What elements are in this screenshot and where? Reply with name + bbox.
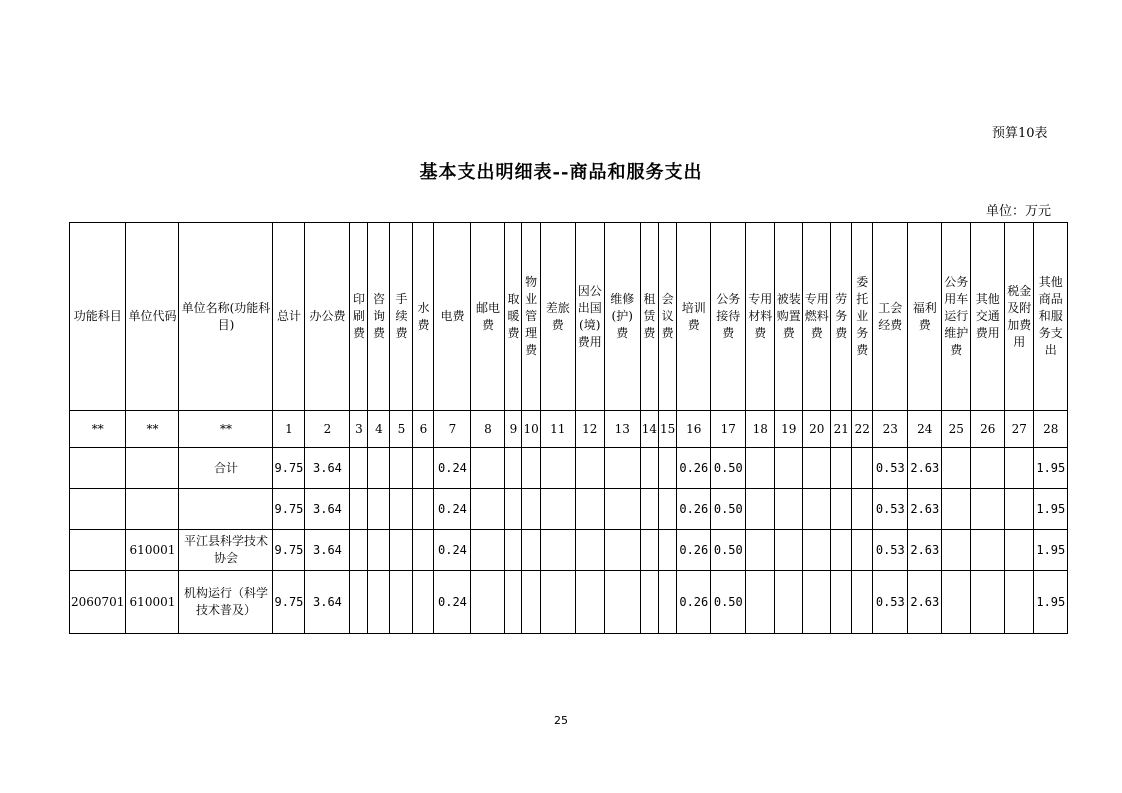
table-cell xyxy=(413,530,434,571)
table-cell xyxy=(413,489,434,530)
table-cell xyxy=(390,489,413,530)
column-number-cell: 5 xyxy=(390,411,413,448)
table-cell xyxy=(971,571,1005,634)
column-number-cell: 18 xyxy=(746,411,775,448)
header-cell: 单位名称(功能科目) xyxy=(179,223,273,411)
table-cell xyxy=(471,530,505,571)
table-cell xyxy=(775,489,803,530)
table-cell xyxy=(1005,571,1034,634)
table-cell xyxy=(505,489,522,530)
table-cell: 1.95 xyxy=(1034,530,1068,571)
table-cell: 0.50 xyxy=(711,571,746,634)
column-number-cell: 1 xyxy=(273,411,305,448)
document-label: 预算10表 xyxy=(992,126,1048,141)
table-cell: 0.50 xyxy=(711,489,746,530)
table-cell: 9.75 xyxy=(273,530,305,571)
column-number-cell: 27 xyxy=(1005,411,1034,448)
header-cell: 被装购置费 xyxy=(775,223,803,411)
table-cell xyxy=(471,489,505,530)
table-cell xyxy=(350,448,368,489)
column-number-cell: ** xyxy=(70,411,126,448)
table-cell: 0.53 xyxy=(873,571,908,634)
table-cell: 9.75 xyxy=(273,448,305,489)
table-cell xyxy=(575,489,604,530)
table-cell xyxy=(522,489,540,530)
expenditure-table xyxy=(69,222,1068,634)
column-number-cell: 16 xyxy=(677,411,711,448)
table-cell xyxy=(803,489,831,530)
table-cell xyxy=(522,448,540,489)
table-cell xyxy=(971,489,1005,530)
column-number-cell: 26 xyxy=(971,411,1005,448)
table-cell: 0.24 xyxy=(434,571,471,634)
table-cell xyxy=(942,489,971,530)
header-cell: 培训费 xyxy=(677,223,711,411)
header-cell: 专用材料费 xyxy=(746,223,775,411)
header-cell: 公务用车运行维护费 xyxy=(942,223,971,411)
table-row xyxy=(70,489,1068,530)
header-cell: 其他商品和服务支出 xyxy=(1034,223,1068,411)
header-cell: 手续费 xyxy=(390,223,413,411)
table-cell xyxy=(540,448,575,489)
table-cell xyxy=(746,530,775,571)
table-cell xyxy=(471,448,505,489)
header-cell: 总计 xyxy=(273,223,305,411)
table-cell xyxy=(70,448,126,489)
header-cell: 取暖费 xyxy=(505,223,522,411)
column-number-cell: 22 xyxy=(852,411,873,448)
header-cell: 福利费 xyxy=(908,223,942,411)
table-cell xyxy=(368,530,390,571)
table-cell xyxy=(659,448,677,489)
table-cell xyxy=(746,448,775,489)
table-cell xyxy=(942,448,971,489)
table-cell xyxy=(775,448,803,489)
table-cell: 0.24 xyxy=(434,489,471,530)
header-cell: 维修(护)费 xyxy=(604,223,640,411)
table-cell xyxy=(852,489,873,530)
table-cell xyxy=(522,571,540,634)
table-cell: 2060701 xyxy=(70,571,126,634)
table-cell xyxy=(575,530,604,571)
table-cell xyxy=(368,489,390,530)
header-cell: 专用燃料费 xyxy=(803,223,831,411)
table-cell xyxy=(831,530,852,571)
table-cell xyxy=(746,571,775,634)
table-cell xyxy=(659,489,677,530)
table-cell xyxy=(803,530,831,571)
table-cell xyxy=(390,530,413,571)
table-cell: 0.53 xyxy=(873,489,908,530)
table-cell xyxy=(604,571,640,634)
table-cell xyxy=(640,448,658,489)
column-number-cell: 2 xyxy=(305,411,350,448)
header-cell: 会议费 xyxy=(659,223,677,411)
table-cell: 合计 xyxy=(179,448,273,489)
table-cell: 0.26 xyxy=(677,530,711,571)
column-number-cell: 11 xyxy=(540,411,575,448)
table-cell xyxy=(852,448,873,489)
header-cell: 电费 xyxy=(434,223,471,411)
table-cell xyxy=(540,530,575,571)
table-cell: 0.26 xyxy=(677,448,711,489)
table-cell xyxy=(522,530,540,571)
header-cell: 公务接待费 xyxy=(711,223,746,411)
table-cell xyxy=(1005,448,1034,489)
table-cell xyxy=(775,571,803,634)
table-cell xyxy=(390,571,413,634)
table-cell xyxy=(368,571,390,634)
table-cell: 3.64 xyxy=(305,530,350,571)
column-number-cell: 9 xyxy=(505,411,522,448)
table-cell xyxy=(604,489,640,530)
table-cell xyxy=(831,571,852,634)
table-cell xyxy=(942,571,971,634)
column-number-cell: 3 xyxy=(350,411,368,448)
table-cell: 0.24 xyxy=(434,530,471,571)
table-cell xyxy=(126,489,179,530)
header-cell: 租赁费 xyxy=(640,223,658,411)
table-cell xyxy=(126,448,179,489)
table-cell: 2.63 xyxy=(908,489,942,530)
column-number-cell: ** xyxy=(126,411,179,448)
table-cell xyxy=(640,530,658,571)
table-cell: 610001 xyxy=(126,571,179,634)
table-cell xyxy=(640,571,658,634)
header-cell: 办公费 xyxy=(305,223,350,411)
header-cell: 税金及附加费用 xyxy=(1005,223,1034,411)
table-cell xyxy=(1005,489,1034,530)
table-cell: 3.64 xyxy=(305,448,350,489)
table-cell xyxy=(368,448,390,489)
table-cell xyxy=(831,489,852,530)
unit-label: 单位：万元 xyxy=(986,204,1052,219)
column-number-cell: 7 xyxy=(434,411,471,448)
table-cell: 2.63 xyxy=(908,448,942,489)
column-number-cell: 4 xyxy=(368,411,390,448)
table-cell: 0.26 xyxy=(677,489,711,530)
table-cell xyxy=(540,571,575,634)
header-cell: 咨询费 xyxy=(368,223,390,411)
table-cell xyxy=(852,571,873,634)
table-cell xyxy=(640,489,658,530)
table-cell xyxy=(852,530,873,571)
column-number-cell: 28 xyxy=(1034,411,1068,448)
header-cell: 功能科目 xyxy=(70,223,126,411)
table-cell: 0.53 xyxy=(873,448,908,489)
table-cell xyxy=(350,489,368,530)
table-cell: 1.95 xyxy=(1034,448,1068,489)
table-cell xyxy=(1005,530,1034,571)
table-cell xyxy=(350,530,368,571)
header-cell: 工会经费 xyxy=(873,223,908,411)
table-cell xyxy=(803,448,831,489)
header-cell: 劳务费 xyxy=(831,223,852,411)
header-cell: 委托业务费 xyxy=(852,223,873,411)
header-row xyxy=(70,223,1068,411)
table-cell: 0.50 xyxy=(711,530,746,571)
column-number-cell: 15 xyxy=(659,411,677,448)
table-cell xyxy=(942,530,971,571)
column-number-cell: 24 xyxy=(908,411,942,448)
table-cell xyxy=(505,530,522,571)
table-cell xyxy=(604,448,640,489)
table-cell: 3.64 xyxy=(305,489,350,530)
header-cell: 其他交通费用 xyxy=(971,223,1005,411)
column-number-cell: ** xyxy=(179,411,273,448)
header-cell: 物业管理费 xyxy=(522,223,540,411)
table-cell xyxy=(505,448,522,489)
page-title: 基本支出明细表--商品和服务支出 xyxy=(419,162,703,183)
table-row xyxy=(70,448,1068,489)
column-number-cell: 23 xyxy=(873,411,908,448)
table-cell xyxy=(775,530,803,571)
table-cell xyxy=(971,448,1005,489)
table-cell: 0.26 xyxy=(677,571,711,634)
table-cell: 1.95 xyxy=(1034,571,1068,634)
table-cell: 9.75 xyxy=(273,571,305,634)
header-cell: 差旅费 xyxy=(540,223,575,411)
column-number-cell: 21 xyxy=(831,411,852,448)
table-cell xyxy=(350,571,368,634)
table-cell: 0.50 xyxy=(711,448,746,489)
table-row xyxy=(70,571,1068,634)
table-cell: 2.63 xyxy=(908,571,942,634)
table-cell: 610001 xyxy=(126,530,179,571)
table-cell xyxy=(575,448,604,489)
table-cell xyxy=(803,571,831,634)
table-cell xyxy=(70,530,126,571)
header-cell: 水费 xyxy=(413,223,434,411)
column-number-cell: 12 xyxy=(575,411,604,448)
table-cell xyxy=(413,448,434,489)
table-row xyxy=(70,530,1068,571)
column-number-cell: 8 xyxy=(471,411,505,448)
table-cell xyxy=(575,571,604,634)
column-number-cell: 6 xyxy=(413,411,434,448)
column-number-cell: 13 xyxy=(604,411,640,448)
column-number-cell: 20 xyxy=(803,411,831,448)
table-cell: 2.63 xyxy=(908,530,942,571)
header-cell: 单位代码 xyxy=(126,223,179,411)
table-cell xyxy=(390,448,413,489)
column-number-cell: 17 xyxy=(711,411,746,448)
header-cell: 邮电费 xyxy=(471,223,505,411)
table-cell: 机构运行（科学技术普及） xyxy=(179,571,273,634)
header-cell: 印刷费 xyxy=(350,223,368,411)
column-number-cell: 25 xyxy=(942,411,971,448)
table-cell: 3.64 xyxy=(305,571,350,634)
column-number-cell: 10 xyxy=(522,411,540,448)
table-cell: 9.75 xyxy=(273,489,305,530)
table-cell xyxy=(70,489,126,530)
column-number-cell: 14 xyxy=(640,411,658,448)
table-cell xyxy=(659,530,677,571)
table-cell: 平江县科学技术协会 xyxy=(179,530,273,571)
page-number: 25 xyxy=(554,714,568,727)
table-cell xyxy=(746,489,775,530)
table-cell xyxy=(471,571,505,634)
column-number-row xyxy=(70,411,1068,448)
table-cell xyxy=(505,571,522,634)
header-cell: 因公出国(境)费用 xyxy=(575,223,604,411)
table-cell xyxy=(413,571,434,634)
table-cell xyxy=(971,530,1005,571)
table-cell xyxy=(604,530,640,571)
table-cell: 0.53 xyxy=(873,530,908,571)
table-cell: 0.24 xyxy=(434,448,471,489)
table-cell xyxy=(659,571,677,634)
table-cell xyxy=(831,448,852,489)
table-cell xyxy=(540,489,575,530)
column-number-cell: 19 xyxy=(775,411,803,448)
table-cell: 1.95 xyxy=(1034,489,1068,530)
table-cell xyxy=(179,489,273,530)
